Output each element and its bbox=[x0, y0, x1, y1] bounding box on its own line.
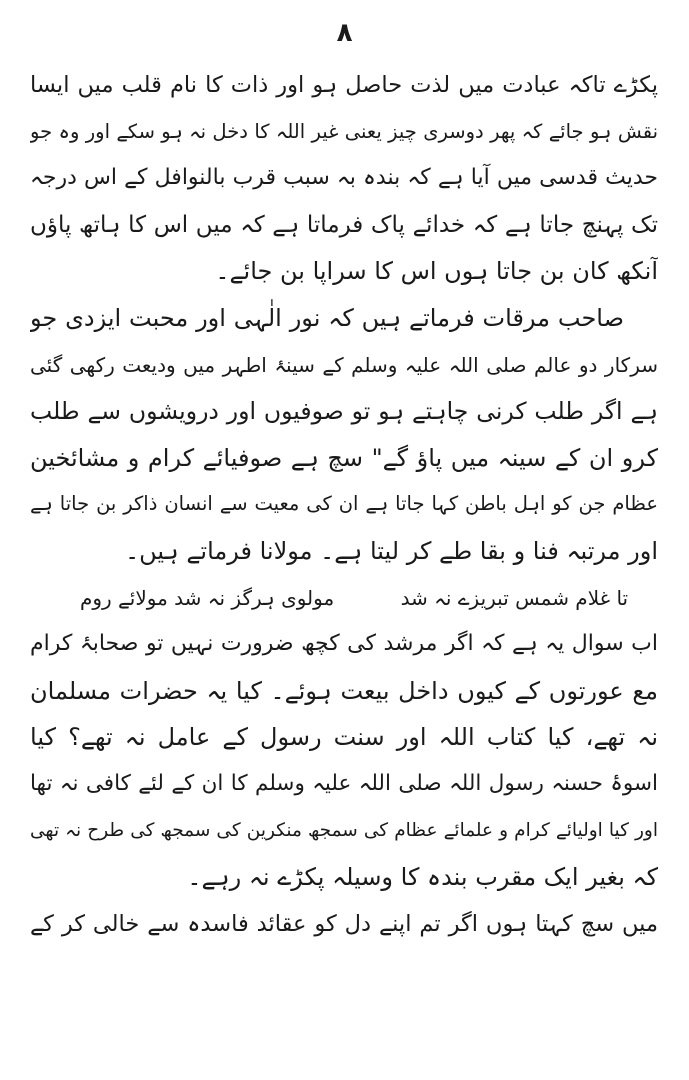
text-line: اب سوال یہ ہے کہ اگر مرشد کی کچھ ضرورت نہیں تو صحابۂ کرام bbox=[30, 631, 658, 657]
text-line: عظام جن کو اہل باطن کہا جاتا ہے ان کی معیت سے انسان ذاکر بن جاتا ہے bbox=[30, 492, 658, 516]
verse-first-hemistich: مولوی ہرگز نہ شد مولائے روم bbox=[80, 585, 335, 610]
text-line: پکڑے تاکہ عبادت میں لذت حاصل ہو اور ذات کا نام قلب میں ایسا bbox=[30, 72, 658, 98]
verse-line bbox=[30, 575, 658, 622]
text-line: حدیث قدسی میں آیا ہے کہ بندہ بہ سبب قرب بالنوافل کے اس درجہ bbox=[30, 165, 658, 191]
text-line: نہ تھے، کیا کتاب اللہ اور سنت رسول کے عامل نہ تھے؟ کیا bbox=[30, 723, 658, 752]
page-number: ۸ bbox=[336, 18, 353, 48]
verse-second-hemistich: تا غلام شمس تبریزے نہ شد bbox=[400, 585, 629, 610]
text-line: صاحب مرقات فرماتے ہیں کہ نور الٰہی اور محبت ایزدی جو bbox=[30, 303, 624, 332]
text-line: کہ بغیر ایک مقرب بندہ کا وسیلہ پکڑے نہ رہے۔ bbox=[187, 863, 658, 892]
text-line: اسوۂ حسنہ رسول اللہ صلی اللہ علیہ وسلم کا ان کے لئے کافی نہ تھا bbox=[30, 770, 658, 796]
text-line: مع عورتوں کے کیوں داخل بیعت ہوئے۔ کیا یہ حضرات مسلمان bbox=[30, 676, 658, 705]
text-line: ہے اگر طلب کرنی چاہتے ہو تو صوفیوں اور درویشوں سے طلب bbox=[30, 397, 658, 426]
text-line: اور مرتبہ فنا و بقا طے کر لیتا ہے۔ مولانا فرماتے ہیں۔ bbox=[125, 536, 658, 565]
page-text-block bbox=[30, 62, 658, 947]
text-line: کرو ان کے سینہ میں پاؤ گے" سچ ہے صوفیائے کرام و مشائخین bbox=[30, 443, 658, 472]
text-line: آنکھ کان بن جاتا ہوں اس کا سراپا بن جائے۔ bbox=[215, 257, 658, 286]
text-line: میں سچ کہتا ہوں اگر تم اپنے دل کو عقائد فاسدہ سے خالی کر کے bbox=[30, 910, 658, 937]
text-line: اور کیا اولیائے کرام و علمائے عظام کی سمجھ منکرین کی سمجھ کی طرح نہ تھی bbox=[30, 819, 658, 841]
text-line: نقش ہو جائے کہ پھر دوسری چیز یعنی غیر اللہ کا دخل نہ ہو سکے اور وہ جو bbox=[30, 119, 658, 143]
text-line: سرکار دو عالم صلی اللہ علیہ وسلم کے سینۂ اطہر میں ودیعت رکھی گئی bbox=[30, 352, 658, 377]
text-line: تک پہنچ جاتا ہے کہ خدائے پاک فرماتا ہے کہ میں اس کا ہاتھ پاؤں bbox=[30, 211, 658, 238]
